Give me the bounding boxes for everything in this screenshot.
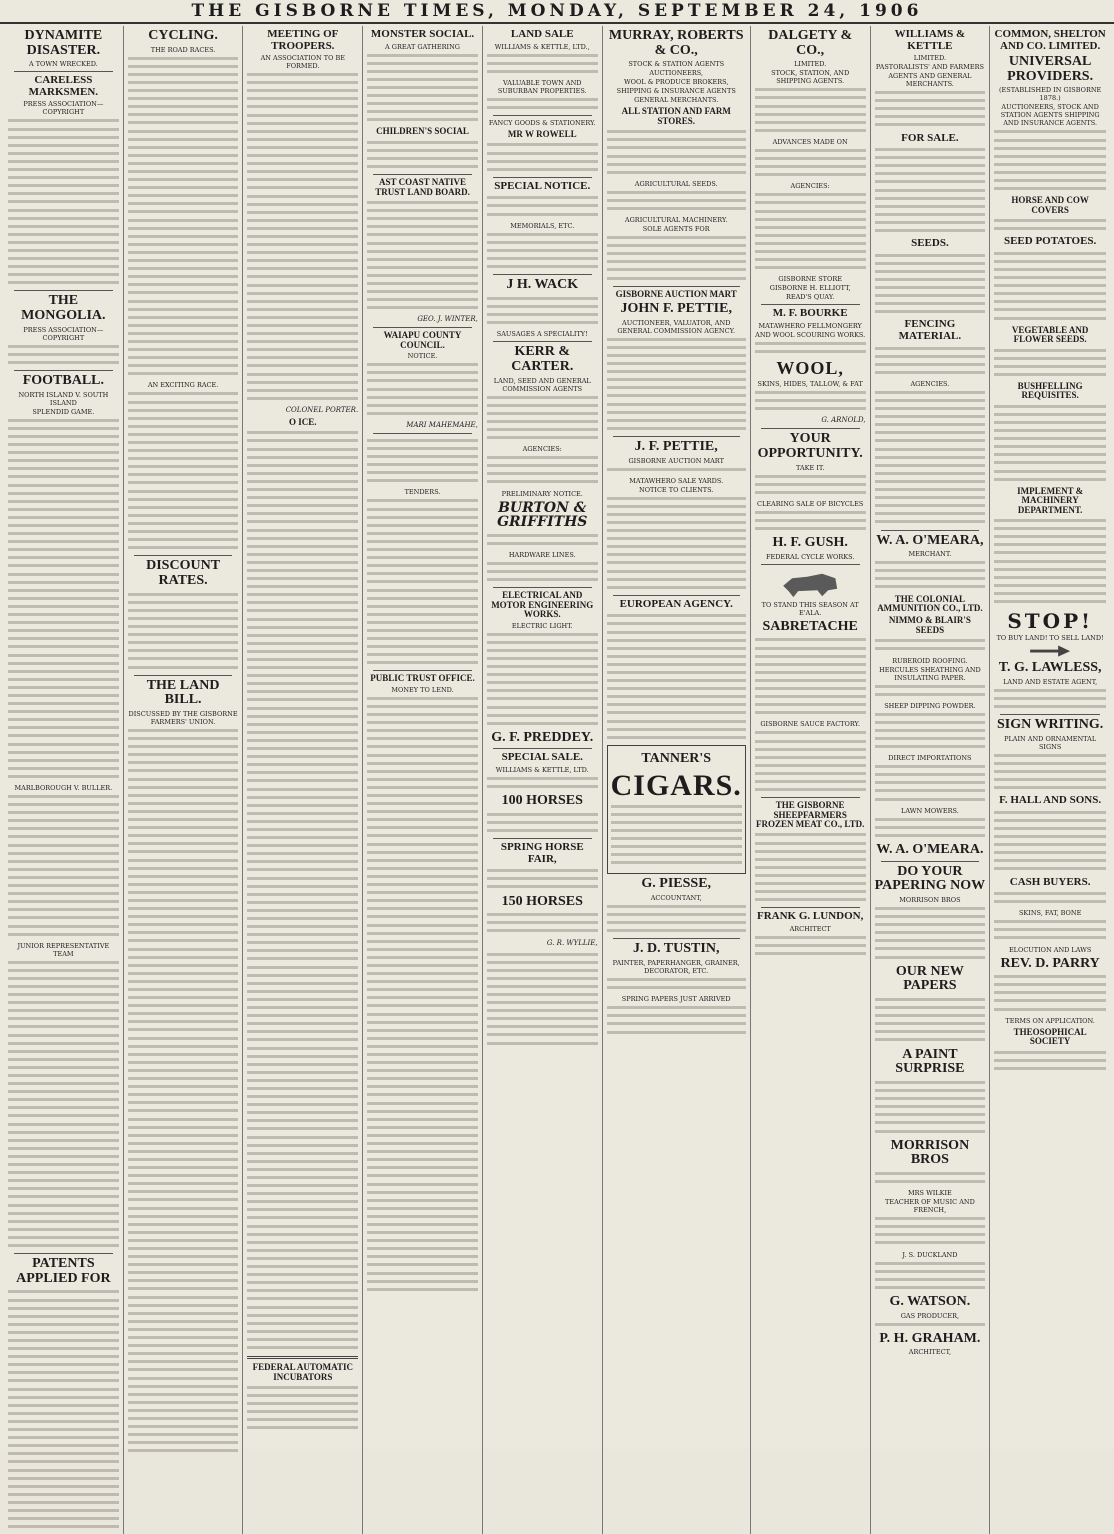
ad-text [487, 52, 598, 76]
subhead-architect: ARCHITECT, [908, 1348, 952, 1357]
subhead-auctioneers: AUCTIONEERS, [649, 69, 704, 78]
divider [761, 428, 860, 429]
subhead-shipping-insurance: SHIPPING & INSURANCE AGENTS [616, 87, 736, 96]
subhead-spring-papers: SPRING PAPERS JUST ARRIVED [621, 995, 731, 1004]
headline-cash-buyers: CASH BUYERS. [1009, 875, 1091, 888]
advertiser-common-shelton: COMMON, SHELTON AND CO. LIMITED. [994, 28, 1106, 52]
subhead-association: AN ASSOCIATION TO BE FORMED. [260, 54, 345, 71]
ad-text [367, 52, 478, 125]
divider [373, 433, 472, 434]
subhead-advances: ADVANCES MADE ON [772, 137, 848, 146]
subhead-electric-light: ELECTRIC LIGHT. [511, 621, 573, 630]
subhead-accountant: ACCOUNTANT, [650, 893, 702, 902]
ad-text [755, 729, 866, 794]
subhead-notice-clients: NOTICE TO CLIENTS. [639, 485, 714, 494]
ad-text [875, 637, 986, 653]
divider [1000, 714, 1100, 715]
headline-sign-writing: SIGN WRITING. [996, 717, 1104, 733]
subhead-notice: NOTICE. [407, 352, 438, 361]
subhead-agencies: AGENCIES: [522, 445, 562, 454]
ad-text [994, 973, 1106, 1013]
ad-text [755, 509, 866, 533]
subhead-town-wrecked: A TOWN WRECKED. [28, 60, 98, 69]
subhead-native-trust: AST COAST NATIVE TRUST LAND BOARD. [375, 177, 470, 197]
subhead-farm-stores: ALL STATION AND FARM STORES. [621, 106, 731, 126]
headline-papering: DO YOUR PAPERING NOW [874, 863, 986, 894]
ad-text [875, 389, 986, 527]
divider [881, 861, 980, 862]
ad-text [994, 403, 1106, 484]
divider [14, 290, 113, 291]
ad-text [367, 199, 478, 312]
ad-text [487, 141, 598, 173]
headline-electrical-motor: ELECTRICAL AND MOTOR ENGINEERING WORKS. [491, 590, 594, 620]
advertiser-morrison: MORRISON BROS [890, 1137, 970, 1168]
divider [493, 274, 592, 275]
advertiser-bourke: M. F. BOURKE [772, 307, 848, 320]
advertiser-rev-parry: REV. D. PARRY [1000, 955, 1100, 971]
ad-text [875, 905, 986, 962]
column-8 [871, 26, 991, 1534]
ad-text [755, 389, 866, 413]
signature: GEO. J. WINTER, [417, 315, 478, 324]
advertiser-omeara: W. A. O'MEARA, [876, 532, 984, 548]
ad-text [875, 996, 986, 1045]
subhead-fellmongery: MATAWHERO FELLMONGERY [758, 321, 862, 330]
subhead-wool-scouring: AND WOOL SCOURING WORKS. [755, 330, 866, 339]
masthead-title: THE GISBORNE TIMES, MONDAY, SEPTEMBER 24, 1906 [191, 1, 923, 21]
ad-text [994, 217, 1106, 233]
advertiser-lawless: T. G. LAWLESS, [998, 660, 1102, 676]
subhead-public-trust: PUBLIC TRUST OFFICE. [370, 673, 475, 684]
ad-text [607, 612, 746, 742]
column-5 [483, 26, 603, 1534]
divider [493, 587, 592, 588]
subhead-north-south: NORTH ISLAND V. SOUTH ISLAND [18, 390, 109, 407]
subhead-hardware: HARDWARE LINES. [508, 551, 576, 560]
ad-text [487, 96, 598, 112]
subhead-music-french: TEACHER OF MUSIC AND FRENCH, [884, 1198, 975, 1215]
subhead-sale-yards: MATAWHERO SALE YARDS. [629, 476, 724, 485]
cigars-label: CIGARS. [610, 768, 742, 802]
headline-for-sale: FOR SALE. [901, 131, 959, 144]
advertiser-murray-roberts: MURRAY, ROBERTS & CO., [608, 28, 744, 58]
tanner-cigars-ad [607, 745, 746, 874]
ad-text [487, 194, 598, 218]
subhead-splendid-game: SPLENDID GAME. [32, 407, 95, 416]
wool-label: WOOL, [776, 357, 844, 378]
ad-text [994, 809, 1106, 874]
pointing-hand-icon [1030, 644, 1070, 658]
headline-land-bill: THE LAND BILL. [146, 677, 220, 708]
subhead-buy-sell-land: TO BUY LAND! TO SELL LAND! [996, 634, 1104, 643]
headline-ammunition: THE COLONIAL AMMUNITION CO., LTD. [877, 593, 983, 613]
subhead-fancy-goods: FANCY GOODS & STATIONERY. [488, 119, 596, 128]
article-text [128, 591, 239, 672]
subhead-road-races: THE ROAD RACES. [150, 45, 216, 54]
subhead-marlborough-buller: MARLBOROUGH V. BULLER. [14, 784, 113, 792]
ad-text [607, 234, 746, 283]
advertiser-burton-griffiths: BURTON & GRIFFITHS [497, 499, 588, 531]
subhead-limited: LIMITED. [794, 60, 827, 69]
ad-text [607, 466, 746, 474]
subhead-plain-signs: PLAIN AND ORNAMENTAL SIGNS [1004, 734, 1097, 751]
headline-careless-marksmen: CARELESS MARKSMEN. [28, 74, 99, 98]
subhead-elocution: ELOCUTION AND LAWS [1008, 945, 1092, 954]
ad-text [994, 128, 1106, 193]
subhead-agricultural-machinery: AGRICULTURAL MACHINERY. [624, 216, 728, 225]
subhead-established: (ESTABLISHED IN GISBORNE 1878.) [998, 86, 1102, 103]
ad-text [755, 473, 866, 497]
subhead-hercules: HERCULES SHEATHING AND INSULATING PAPER. [879, 665, 981, 682]
divider [14, 1253, 113, 1254]
ad-text [611, 803, 742, 868]
ad-text [755, 340, 866, 356]
divider [613, 286, 740, 287]
subhead-land-seed: LAND, SEED AND GENERAL COMMISSION AGENTS [493, 376, 591, 393]
ad-text [755, 191, 866, 272]
column-6 [603, 26, 751, 1534]
advertiser-piesse: G. PIESSE, [641, 876, 712, 892]
article-text [8, 117, 119, 287]
tanner-label: TANNER'S [641, 750, 712, 766]
ad-text [607, 903, 746, 935]
divider [14, 370, 113, 371]
ad-text [875, 146, 986, 235]
ad-text [875, 559, 986, 591]
subhead-skins-hides: SKINS, HIDES, TALLOW, & FAT [757, 379, 863, 388]
ad-text [875, 683, 986, 699]
headline-opportunity: YOUR OPPORTUNITY. [757, 431, 863, 461]
subhead-agricultural-seeds: AGRICULTURAL SEEDS. [634, 179, 718, 188]
subhead-general-merchants: AGENTS AND GENERAL MERCHANTS. [888, 72, 972, 89]
ad-text [487, 231, 598, 271]
headline-bushfelling: BUSHFELLING REQUISITES. [1017, 380, 1083, 401]
subhead-direct-importations: DIRECT IMPORTATIONS [888, 754, 972, 763]
ad-text [487, 532, 598, 548]
divider [373, 670, 472, 671]
subhead-ice: O ICE. [289, 416, 317, 427]
divider [493, 341, 592, 342]
ad-text [607, 189, 746, 213]
advertiser-pettie: JOHN F. PETTIE, [620, 301, 732, 317]
divider [761, 797, 860, 798]
signature: MARI MAHEMAHE, [406, 420, 478, 429]
subhead-horse-cow-covers: HORSE AND COW COVERS [1011, 195, 1089, 215]
subhead-skins-fat-bone: SKINS, FAT, BONE [1018, 909, 1082, 918]
subhead-architect: ARCHITECT [789, 924, 831, 933]
horse-illustration [780, 568, 840, 598]
subhead-sauce-factory: GISBORNE SAUCE FACTORY. [760, 720, 861, 729]
divider [373, 174, 472, 175]
signature: G. ARNOLD, [821, 416, 866, 425]
ad-text [994, 347, 1106, 379]
column-4 [363, 26, 483, 1534]
subhead-agencies: AGENCIES: [790, 182, 830, 191]
ad-text [875, 1170, 986, 1186]
subhead-money-to-lend: MONEY TO LEND. [391, 685, 454, 694]
headline-seed-potatoes: SEED POTATOES. [1003, 235, 1097, 248]
article-text [247, 429, 358, 1352]
advertiser-watson: G. WATSON. [889, 1293, 971, 1309]
subhead-junior-team: JUNIOR REPRESENTATIVE TEAM [17, 941, 110, 958]
column-7 [751, 26, 871, 1534]
advertiser-kerr-carter: KERR & CARTER. [511, 344, 574, 374]
headline-land-sale: LAND SALE [510, 28, 574, 40]
subhead-mrs-wilkie: MRS WILKIE [908, 1189, 952, 1198]
press-association-label: PRESS ASSOCIATION—COPYRIGHT [23, 325, 104, 342]
advertiser-rowell: MR W ROWELL [507, 129, 577, 140]
subhead-tenders: TENDERS. [404, 488, 441, 497]
subhead-reads-quay: READ'S QUAY. [785, 293, 835, 302]
subhead-lawn-mowers: LAWN MOWERS. [901, 806, 959, 815]
divider [247, 1356, 358, 1359]
advertiser-dalgety: DALGETY & CO., [768, 28, 853, 58]
headline-incubators: FEDERAL AUTOMATIC INCUBATORS [252, 1362, 354, 1382]
headline-patents: PATENTS APPLIED FOR [16, 1256, 111, 1286]
ad-text [367, 437, 478, 486]
ad-text [755, 147, 866, 179]
article-text [8, 417, 119, 781]
article-text [128, 390, 239, 552]
subhead-preliminary: PRELIMINARY NOTICE. [501, 489, 583, 498]
subhead-limited: LIMITED. [913, 54, 947, 63]
ad-text [487, 560, 598, 584]
ad-text [607, 495, 746, 592]
ad-text [875, 89, 986, 129]
subhead-take-it: TAKE IT. [796, 463, 825, 472]
headline-nimmo-blair: NIMMO & BLAIR'S SEEDS [888, 615, 971, 635]
subhead-elliott: GISBORNE H. ELLIOTT, [769, 284, 851, 293]
article-text [247, 71, 358, 403]
article-text [8, 1288, 119, 1531]
ad-text [607, 976, 746, 992]
signature: COLONEL PORTER. [285, 405, 359, 414]
subhead-stock-station-shipping: STOCK, STATION, AND SHIPPING AGENTS. [771, 69, 850, 86]
column-9 [990, 26, 1110, 1534]
ad-text [487, 295, 598, 327]
subhead-gisborne-store: GISBORNE STORE [778, 275, 842, 284]
subhead-great-gathering: A GREAT GATHERING [385, 42, 460, 51]
masthead [0, 0, 1114, 24]
advertiser-pettie-2: J. F. PETTIE, [634, 438, 718, 454]
subhead-sheep-dipping: SHEEP DIPPING POWDER. [884, 701, 976, 710]
ad-text [875, 1215, 986, 1247]
ad-text [755, 86, 866, 135]
horse-name-sabretache: SABRETACHE [762, 618, 858, 634]
advertiser-omeara-2: W. A. O'MEARA. [876, 841, 984, 857]
ad-text [487, 631, 598, 728]
subhead-wool-produce: WOOL & PRODUCE BROKERS, [623, 78, 729, 87]
headline-paint-surprise: A PAINT SURPRISE [895, 1046, 965, 1077]
headline-theosophical: THEOSOPHICAL SOCIETY [1013, 1026, 1087, 1047]
subhead-duckland: J. S. DUCKLAND [902, 1250, 958, 1259]
ad-text [367, 497, 478, 667]
advertiser-wack: J H. WACK [506, 277, 579, 293]
ad-text [755, 934, 866, 958]
headline-frozen-meat: THE GISBORNE SHEEPFARMERS FROZEN MEAT CO., LTD. [756, 800, 865, 830]
ad-text [487, 911, 598, 935]
divider [613, 436, 740, 437]
divider [14, 71, 113, 72]
subhead-painter: PAINTER, PAPERHANGER, GRAINER, DECORATOR, ETC. [612, 959, 740, 976]
subhead-agencies: AGENCIES. [910, 379, 950, 388]
ad-text [607, 128, 746, 177]
horses-100: 100 HORSES [501, 793, 583, 809]
headline-special-sale: SPECIAL SALE. [501, 751, 583, 764]
ad-text [875, 763, 986, 803]
subhead-federal-cycle: FEDERAL CYCLE WORKS. [765, 552, 855, 561]
subhead-stock-station: STOCK & STATION AGENTS [628, 60, 725, 69]
subhead-auction-mart: GISBORNE AUCTION MART [628, 456, 724, 465]
ad-text [994, 918, 1106, 942]
advertiser-williams-kettle: WILLIAMS & KETTLE [894, 28, 966, 52]
divider [134, 675, 233, 676]
subhead-gas-producer: GAS PRODUCER, [900, 1311, 960, 1320]
ad-text [487, 775, 598, 791]
headline-cycling: CYCLING. [148, 28, 218, 43]
headline-mongolia: THE MONGOLIA. [21, 293, 106, 324]
press-association-label: PRESS ASSOCIATION—COPYRIGHT [23, 100, 104, 117]
ad-text [994, 752, 1106, 792]
advertiser-hall-sons: F. HALL AND SONS. [999, 794, 1102, 807]
advertiser-graham: P. H. GRAHAM. [879, 1330, 981, 1346]
ad-text [607, 1004, 746, 1036]
headline-new-papers: OUR NEW PAPERS [895, 963, 964, 994]
subhead-morrison: MORRISON BROS [899, 895, 961, 904]
divider [761, 304, 860, 305]
headline-discount-rates: DISCOUNT RATES. [146, 558, 221, 588]
advertiser-preddey: G. F. PREDDEY. [491, 729, 594, 745]
subhead-stand-season: TO STAND THIS SEASON AT E'ALA. [761, 600, 859, 617]
article-text [8, 793, 119, 939]
advertiser-gush: H. F. GUSH. [772, 535, 848, 551]
ad-text [875, 1079, 986, 1136]
stop-label: STOP! [1007, 609, 1093, 634]
ad-text [994, 250, 1106, 323]
divider [613, 595, 740, 596]
ad-text [755, 831, 866, 904]
ad-text [875, 816, 986, 840]
headline-auction-mart: GISBORNE AUCTION MART [615, 288, 737, 299]
headline-monster-social: MONSTER SOCIAL. [370, 28, 475, 40]
ad-text [875, 345, 986, 377]
advertiser-williams-kettle: WILLIAMS & KETTLE, LTD., [494, 42, 590, 51]
divider [373, 327, 472, 328]
advertiser-tustin: J. D. TUSTIN, [632, 941, 720, 957]
ad-text [994, 890, 1106, 906]
subhead-clearing-sale: CLEARING SALE OF BICYCLES [757, 499, 864, 508]
ad-text [994, 517, 1106, 606]
ad-text [487, 454, 598, 486]
divider [134, 555, 233, 556]
classifieds-text [487, 951, 598, 1048]
signature: G. R. WYLLIE, [546, 938, 598, 947]
column-2 [124, 26, 244, 1534]
subhead-sole-agents: SOLE AGENTS FOR [642, 225, 710, 234]
ad-text [367, 139, 478, 171]
headline-dynamite: DYNAMITE DISASTER. [24, 28, 103, 58]
advertiser-williams-kettle-2: WILLIAMS & KETTLE, LTD. [495, 766, 589, 775]
article-text [8, 343, 119, 367]
ad-text [994, 1049, 1106, 1073]
ad-text [994, 687, 1106, 711]
ad-text [487, 394, 598, 443]
divider [761, 907, 860, 908]
divider [613, 938, 740, 939]
subhead-waiapu-council: WAIAPU COUNTY COUNCIL. [383, 330, 462, 350]
ad-text [755, 636, 866, 717]
headline-vegetable-seeds: VEGETABLE AND FLOWER SEEDS. [1011, 324, 1089, 345]
ad-text [247, 1384, 358, 1433]
ad-text [487, 811, 598, 835]
divider [881, 530, 980, 531]
subhead-memorials: MEMORIALS, ETC. [510, 221, 575, 230]
classifieds-text [367, 695, 478, 1294]
divider [493, 115, 592, 116]
subhead-land-estate: LAND AND ESTATE AGENT, [1003, 677, 1098, 686]
subhead-exciting-race: AN EXCITING RACE. [147, 381, 219, 390]
subhead-general-merchants: GENERAL MERCHANTS. [634, 96, 719, 105]
column-1 [4, 26, 124, 1534]
subhead-ruberoid: RUBEROID ROOFING. [892, 656, 968, 665]
article-text [128, 727, 239, 1455]
subhead-terms: TERMS ON APPLICATION. [1005, 1016, 1095, 1025]
article-text [128, 55, 239, 379]
subhead-town-suburban: VALUABLE TOWN AND SUBURBAN PROPERTIES. [497, 78, 587, 95]
ad-text [875, 252, 986, 317]
subhead-pastoralists: PASTORALISTS' AND FARMERS [875, 63, 984, 72]
ad-text [875, 1260, 986, 1292]
headline-fencing: FENCING MATERIAL. [898, 318, 962, 342]
divider [493, 748, 592, 749]
headline-european-agency: EUROPEAN AGENCY. [619, 597, 733, 610]
column-3 [243, 26, 363, 1534]
columns [4, 26, 1110, 1444]
headline-troopers: MEETING OF TROOPERS. [267, 28, 339, 52]
article-text [8, 959, 119, 1250]
headline-spring-horse-fair: SPRING HORSE FAIR, [500, 841, 584, 865]
ad-text [607, 336, 746, 433]
subhead-auctioneer-valuator: AUCTIONEER, VALUATOR, AND GENERAL COMMISSION AGENCY. [617, 318, 736, 335]
divider [493, 838, 592, 839]
subhead-auctioneers-stock: AUCTIONEERS, STOCK AND STATION AGENTS SHIPPING AND INSURANCE AGENTS. [1000, 103, 1100, 128]
ad-text [875, 711, 986, 751]
ad-text [367, 361, 478, 418]
headline-football: FOOTBALL. [22, 373, 104, 389]
ad-text [875, 1321, 986, 1329]
headline-seeds: SEEDS. [911, 237, 949, 250]
headline-special-notice: SPECIAL NOTICE. [494, 179, 591, 192]
divider [761, 564, 860, 565]
subhead-merchant: MERCHANT. [908, 550, 952, 559]
advertiser-lundon: FRANK G. LUNDON, [757, 910, 864, 923]
headline-universal-providers: UNIVERSAL PROVIDERS. [1007, 54, 1094, 84]
headline-implement-machinery: IMPLEMENT & MACHINERY DEPARTMENT. [1017, 485, 1084, 515]
divider [493, 177, 592, 178]
subhead-sausages: SAUSAGES A SPECIALITY! [496, 330, 588, 339]
ad-text [487, 867, 598, 891]
subhead-childrens-social: CHILDREN'S SOCIAL [376, 126, 469, 137]
subhead-farmers-union: DISCUSSED BY THE GISBORNE FARMERS' UNION. [128, 710, 238, 726]
horses-150: 150 HORSES [501, 893, 583, 909]
